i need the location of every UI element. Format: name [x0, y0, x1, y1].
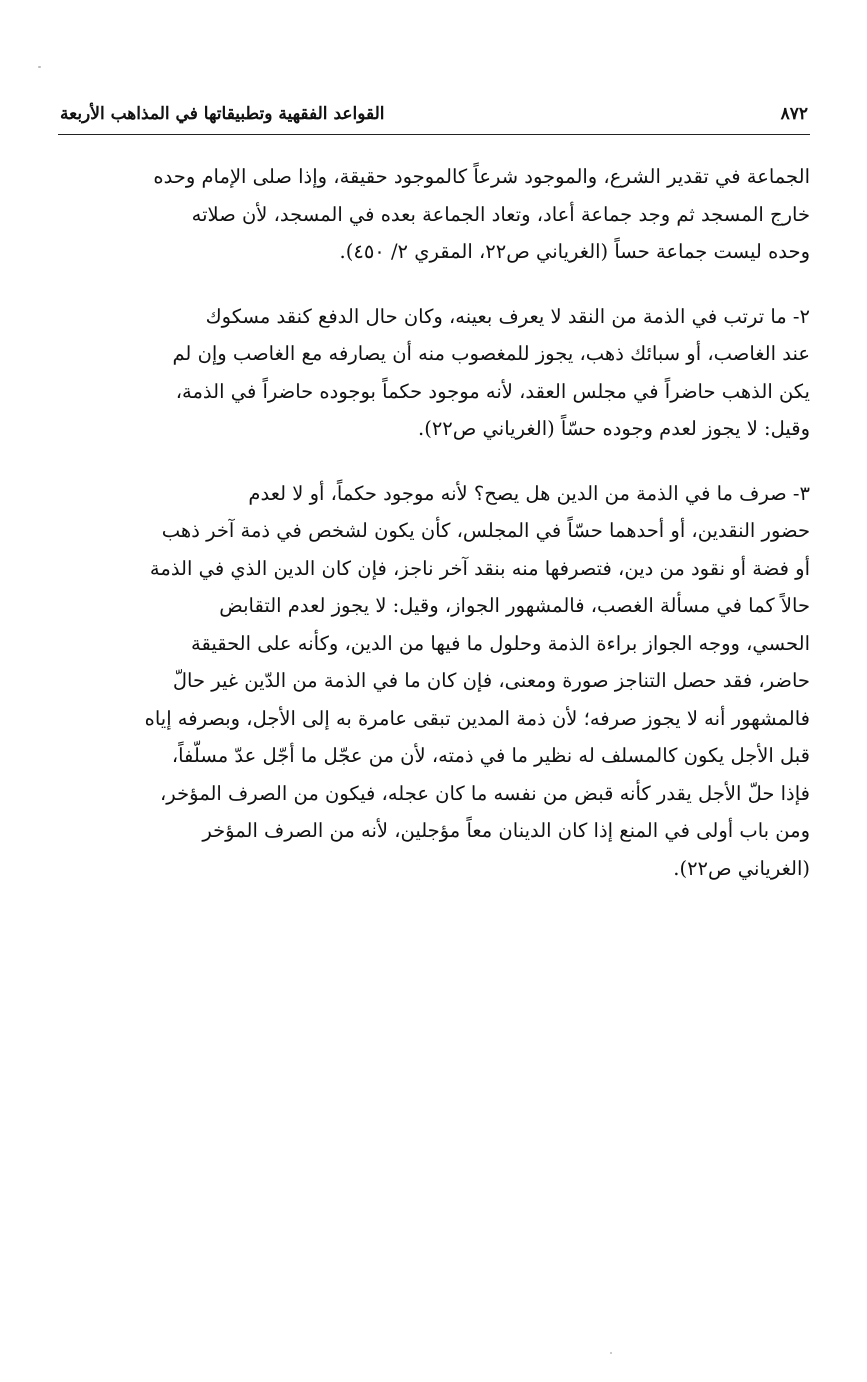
scan-speck [610, 1352, 612, 1354]
running-title: القواعد الفقهية وتطبيقاتها في المذاهب الأربعة [60, 104, 385, 124]
text-line: (الغرياني ص٢٢). [673, 856, 810, 880]
text-line: فإذا حلّ الأجل يقدر كأنه قبض من نفسه ما كان عجله، فيكون من الصرف المؤخر، [160, 781, 810, 805]
text-line: أو فضة أو نقود من دين، فتصرفها منه بنقد آخر ناجز، فإن كان الدين الذي في الذمة [149, 556, 810, 580]
text-line: قبل الأجل يكون كالمسلف له نظير ما في ذمته، لأن من عجّل ما أجّل عدّ مسلّفاً، [171, 744, 810, 767]
text-line: حضور النقدين، أو أحدهما حسّاً في المجلس، كأن يكون لشخص في ذمة آخر ذهب [161, 519, 810, 542]
page-header [60, 96, 808, 132]
text-line: يكن الذهب حاضراً في مجلس العقد، لأنه موجود حكماً بوجوده حاضراً في الذمة، [175, 379, 810, 403]
body-text [58, 158, 810, 914]
text-line: الجماعة في تقدير الشرع، والموجود شرعاً كالموجود حقيقة، وإذا صلى الإمام وحده [153, 165, 810, 188]
header-divider [58, 134, 810, 135]
text-line: فالمشهور أنه لا يجوز صرفه؛ لأن ذمة المدين تبقى عامرة به إلى الأجل، وبصرفه إياه [144, 706, 810, 730]
text-line: ٣- صرف ما في الذمة من الدين هل يصح؟ لأنه موجود حكماً، أو لا لعدم [248, 481, 810, 505]
text-line: حالاً كما في مسألة الغصب، فالمشهور الجواز، وقيل: لا يجوز لعدم التقابض [219, 594, 810, 617]
text-line: ومن باب أولى في المنع إذا كان الدينان معاً مؤجلين، لأنه من الصرف المؤخر [202, 819, 810, 842]
paragraph-2 [58, 298, 810, 448]
text-line: الحسي، ووجه الجواز براءة الذمة وحلول ما فيها من الدين، وكأنه على الحقيقة [191, 631, 810, 655]
paragraph-3 [58, 475, 810, 888]
paragraph-1 [58, 158, 810, 271]
page-number: ٨٧٢ [780, 104, 808, 124]
scan-speck [38, 66, 41, 68]
text-line: وحده ليست جماعة حساً (الغرياني ص٢٢، المقري ٢/ ٤٥٠). [339, 240, 810, 263]
text-line: حاضر، فقد حصل التناجز صورة ومعنى، فإن كان ما في الذمة من الدّين غير حالّ [172, 669, 810, 692]
text-line: عند الغاصب، أو سبائك ذهب، يجوز للمغصوب منه أن يصارفه مع الغاصب وإن لم [172, 342, 810, 365]
text-line: ٢- ما ترتب في الذمة من النقد لا يعرف بعينه، وكان حال الدفع كنقد مسكوك [205, 304, 810, 328]
text-line: خارج المسجد ثم وجد جماعة أعاد، وتعاد الجماعة بعده في المسجد، لأن صلاته [191, 202, 810, 226]
text-line: وقيل: لا يجوز لعدم وجوده حسّاً (الغرياني ص٢٢). [418, 417, 810, 440]
